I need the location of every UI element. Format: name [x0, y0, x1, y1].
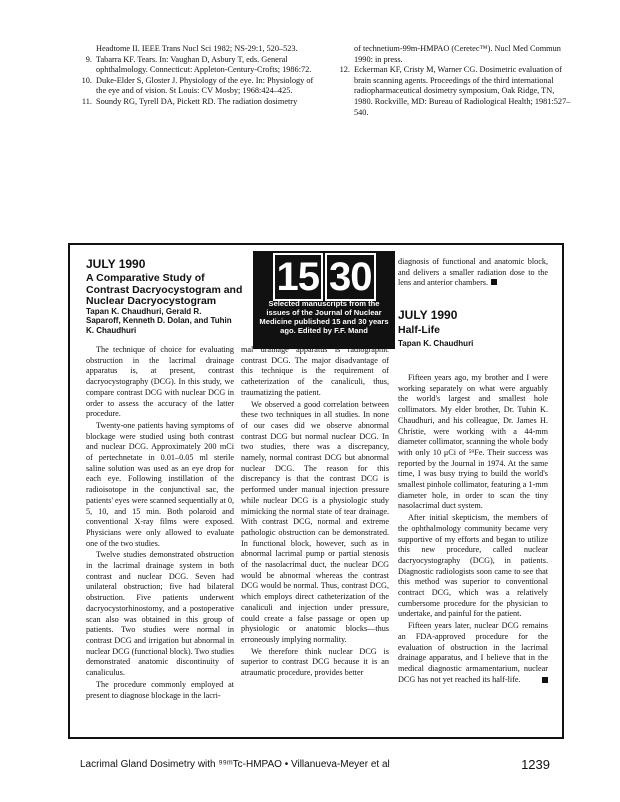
reference-item — [338, 65, 572, 118]
article2-date: JULY 1990 — [398, 308, 458, 322]
reference-number — [80, 44, 96, 55]
reference-item — [80, 97, 320, 108]
running-title: Lacrimal Gland Dosimetry with ⁹⁹ᵐTc-HMPAO • Villanueva-Meyer et al — [80, 759, 390, 770]
page-number: 1239 — [521, 757, 550, 772]
logo-number-30: 30 — [325, 253, 376, 301]
reference-number — [338, 44, 354, 65]
end-mark-icon — [491, 279, 497, 285]
fifteen-thirty-feature-box — [68, 243, 564, 739]
paragraph: The procedure commonly employed at present to diagnose blockage in the lacri- — [86, 679, 234, 700]
reference-number: 9. — [85, 54, 92, 64]
reference-text: Soundy RG, Tyrell DA, Pickett RD. The radiation dosimetry — [96, 96, 298, 106]
paragraph: We therefore think nuclear DCG is superior to contrast DCG because it is an atraumatic procedure, provides better — [241, 646, 389, 678]
article2-body — [398, 373, 548, 686]
reference-text: Eckerman KF, Cristy M, Warner CG. Dosimetric evaluation of brain scanning agents. Proceedings of the third international radiopharmaceutical dosimetry symposium, Oak Ridge, TN, 1980. Rockville, MD: Bureau of Radiological Health; 1981:527–540. — [354, 65, 571, 117]
article1-conclusion — [398, 257, 548, 289]
paragraph: Fifteen years ago, my brother and I were working separately on what were arguably the world's largest and smallest hole collimators. My elder brother, Dr. Tuhin K. Chaudhuri, and his colleague, Dr. James H. Christie, were working with a 44-mm diameter collimator, scanning the whole body with only 10 μCi of ⁵⁹Fe. Their success was reported by the Journal in 1974. At the same time, I was busy trying to build the world's smallest pinhole collimator, featuring a 1-mm diameter hole, in order to scan the tiny nasolacrimal duct system. — [398, 373, 548, 511]
paragraph: Twelve studies demonstrated obstruction in the lacrimal drainage system in both contrast and nuclear DCG. Seven had unilateral obstruction; five had bilateral obstruction. Five patients underwent dacryocystorhinostomy, and a postoperative scan also was obtained in this group of patients. Two studies were normal in contrast DCG and irrigation but abnormal in nuclear DCG (functional block). Two studies demonstrated anatomic discontinuity of canaliculus. — [86, 550, 234, 678]
reference-text: Duke-Elder S, Gloster J. Physiology of the eye. In: Physiology of the eye and of vision. St Louis: CV Mosby; 1968:424–425. — [96, 75, 314, 96]
article2-title: Half-Life — [398, 324, 440, 336]
reference-text: of technetium-99m-HMPAO (Ceretec™). Nucl Med Commun 1990: in press. — [354, 44, 561, 64]
article1-authors: Tapan K. Chaudhuri, Gerald R. Saparoff, Kenneth D. Dolan, and Tuhin K. Chaudhuri — [86, 307, 232, 335]
reference-item — [80, 44, 320, 55]
reference-number: 12. — [339, 65, 350, 75]
reference-item — [338, 44, 572, 65]
article1-title: A Comparative Study of Contrast Dacryocystogram and Nuclear Dacryocystogram — [86, 272, 243, 307]
reference-number: 11. — [81, 96, 92, 106]
reference-text: Headtome II. IEEE Trans Nucl Sci 1982; NS-29:1, 520–523. — [96, 44, 298, 53]
references-right — [338, 44, 572, 118]
end-mark-icon — [542, 677, 548, 683]
paragraph: We observed a good correlation between these two techniques in all studies. In none of our cases did we observe abnormal contrast DCG but normal nuclear DCG. In two studies, there was a discrepancy, namely, normal contrast DCG but abnormal nuclear DCG. The reason for this discrepancy is that the contrast DCG is performed under manual injection pressure while nuclear DCG is a physiologic study mimicking the normal state of tear drainage. With contrast DCG, normal and extreme pathologic obstruction can be demonstrated. In functional block, however, such as in abnormal lacrimal pump or partial stenosis of the nasolacrimal duct, the nuclear DCG would be abnormal whereas the contrast DCG would be normal. Thus, contrast DCG, which employs direct catheterization of the canaliculi and injection under pressure, could create a false passage or open up physiologic or anatomic blocks—thus erroneously implying normality. — [241, 399, 389, 644]
reference-item — [80, 76, 320, 97]
paragraph: Fifteen years later, nuclear DCG remains an FDA-approved procedure for the evaluation of obstruction in the lacrimal drainage apparatus, and I believe that in the medical diagnostic armamentarium, nuclear DCG has not yet reached its half-life. — [398, 621, 548, 684]
logo-caption: Selected manuscripts from the issues of the Journal of Nuclear Medicine published 15 and 30 years ago. Edited by F.F. Mand — [259, 299, 389, 335]
fifteen-thirty-logo — [253, 251, 395, 349]
logo-number-15: 15 — [273, 253, 324, 301]
page-footer — [80, 759, 550, 770]
article1-column-1 — [86, 345, 234, 702]
article1-date: JULY 1990 — [86, 257, 146, 271]
paragraph: After initial skepticism, the members of the ophthalmology community became very supportive of my efforts and began to utilize this new procedure, called nuclear dacryocystography (DCG), in patients. Diagnostic radiologists soon came to see that this method was superior to conventional contract DCG, which was a relatively cumbersome procedure for the physician to undertake, and painful for the patient. — [398, 513, 548, 619]
reference-number: 10. — [81, 75, 92, 85]
reference-text: Tabarra KF. Tears. In: Vaughan D, Asbury T, eds. General ophthalmology. Connecticut: Appleton-Century-Crofts; 1986:72. — [96, 54, 312, 75]
references-left — [80, 44, 320, 108]
paragraph: The technique of choice for evaluating obstruction in the lacrimal drainage apparatus is, at present, contrast dacryocystography (DCG). In this study, we compare contrast DCG with nuclear DCG in order to assess the accuracy of the latter procedure. — [86, 345, 234, 419]
paragraph: Twenty-one patients having symptoms of blockage were studied using both contrast and nuclear DCG. Approximately 200 mCi of pertechnetate in 0.01–0.05 ml sterile saline solution was used as an eye drop for each eye. Following instillation of the radioisotope in the conjunctival sac, the patients' eyes were scanned sequentially at 0, 5, 10, and 15 min. Both polaroid and conventional X-ray films were exposed. Physicians were only allowed to evaluate one of the two studies. — [86, 420, 234, 548]
article1-conclusion-text: diagnosis of functional and anatomic block, and delivers a smaller radiation dose to the lens and anterior chambers. — [398, 257, 548, 288]
article1-column-2 — [241, 345, 389, 680]
article2-authors: Tapan K. Chaudhuri — [398, 339, 474, 348]
reference-item — [80, 55, 320, 76]
paragraph: mal drainage apparatus is radiographic contrast DCG. The major disadvantage of this technique is the requirement of catheterization of the canaliculi, thus, traumatizing the patient. — [241, 345, 389, 397]
